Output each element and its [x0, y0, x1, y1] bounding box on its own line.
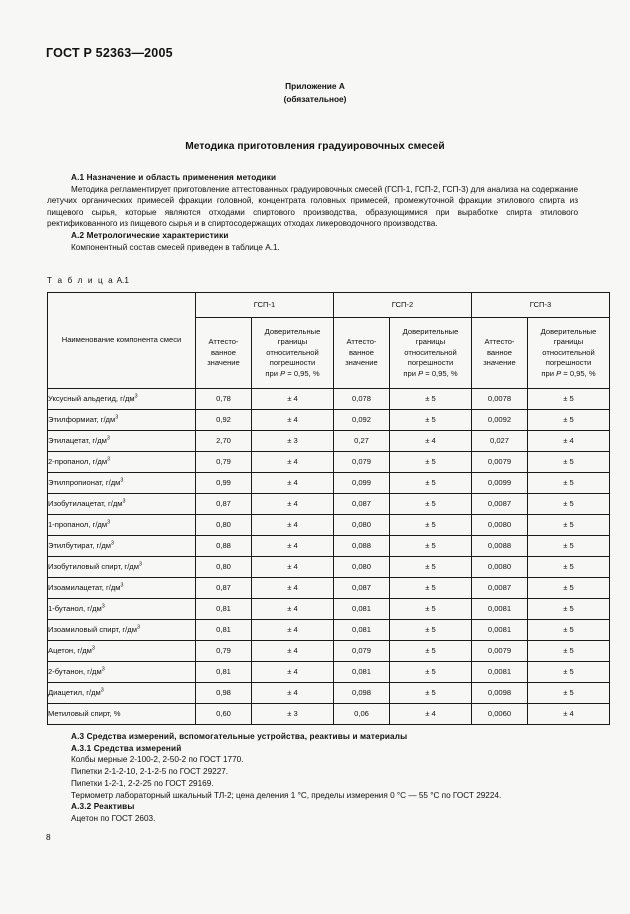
- cell-gsp2-error: ± 5: [390, 389, 472, 410]
- cell-gsp3-value: 0,0088: [472, 536, 528, 557]
- cell-gsp3-error: ± 5: [528, 641, 610, 662]
- cell-gsp1-error: ± 4: [252, 557, 334, 578]
- certified-line-3: значение: [207, 358, 240, 368]
- table-row: [48, 620, 610, 641]
- cell-gsp3-error: ± 4: [528, 704, 610, 725]
- cell-gsp3-value: 0,0081: [472, 620, 528, 641]
- certified-line-1: Аттесто-: [484, 337, 515, 347]
- cell-gsp3-error: ± 4: [528, 431, 610, 452]
- cell-gsp2-error: ± 5: [390, 620, 472, 641]
- cell-component-name: 1-пропанол, $г/дм^3$: [48, 515, 196, 536]
- page-title: Методика приготовления градуировочных смесей: [185, 141, 445, 152]
- cell-gsp1-error: ± 4: [252, 599, 334, 620]
- unit-exponent: 3: [136, 624, 140, 631]
- cell-component-name: 1-бутанол, $г/дм^3$: [48, 599, 196, 620]
- cell-gsp2-value: 0,081: [334, 662, 390, 683]
- annex-kind: (обязательное): [283, 94, 347, 104]
- cell-component-name: Ацетон, $г/дм^3$: [48, 641, 196, 662]
- cell-gsp3-value: 0,0099: [472, 473, 528, 494]
- limits-line-5-pre: при: [403, 368, 419, 378]
- cell-gsp1-error: ± 4: [252, 578, 334, 599]
- cell-gsp3-value: 0,0087: [472, 578, 528, 599]
- cell-component-name: Этилформиат, $г/дм^3$: [48, 410, 196, 431]
- cell-gsp2-error: ± 4: [390, 704, 472, 725]
- cell-gsp3-value: 0,0081: [472, 662, 528, 683]
- standard-designation: ГОСТ Р 52363—2005: [46, 46, 173, 60]
- table-row: [48, 683, 610, 704]
- cell-gsp2-value: 0,092: [334, 410, 390, 431]
- header-group-gsp3: ГСП-3: [472, 293, 610, 318]
- cell-gsp2-value: 0,087: [334, 578, 390, 599]
- cell-component-name: 2-бутанон, $г/дм^3$: [48, 662, 196, 683]
- cell-gsp1-value: 0,87: [196, 494, 252, 515]
- components-table: [47, 292, 610, 725]
- table-row: [48, 662, 610, 683]
- cell-gsp2-value: 0,27: [334, 431, 390, 452]
- limits-line-3: относительной: [542, 347, 595, 357]
- a32-line-list: [47, 813, 578, 825]
- certified-line-1: Аттесто-: [208, 337, 239, 347]
- limits-line-1: Доверительные: [264, 326, 321, 336]
- header-component-name: Наименование компонента смеси: [48, 293, 196, 389]
- cell-gsp3-error: ± 5: [528, 494, 610, 515]
- cell-gsp1-value: 0,79: [196, 641, 252, 662]
- cell-gsp1-error: ± 4: [252, 494, 334, 515]
- cell-component-name: Изоамиловый спирт, $г/дм^3$: [48, 620, 196, 641]
- cell-gsp2-value: 0,081: [334, 599, 390, 620]
- table-row: [48, 704, 610, 725]
- unit-exponent: 3: [100, 687, 104, 694]
- limits-probability-symbol: P: [556, 368, 562, 378]
- heading-a2: А.2 Метрологические характеристики: [71, 230, 229, 240]
- cell-gsp3-error: ± 5: [528, 515, 610, 536]
- heading-a1: А.1 Назначение и область применения методики: [71, 173, 277, 182]
- limits-line-2: границы: [277, 337, 308, 347]
- cell-gsp3-value: 0,0092: [472, 410, 528, 431]
- cell-gsp2-error: ± 5: [390, 557, 472, 578]
- table-row: [48, 410, 610, 431]
- cell-component-name: Изобутилацетат, $г/дм^3$: [48, 494, 196, 515]
- header-limits-gsp1: [252, 318, 334, 389]
- cell-gsp1-error: ± 3: [252, 431, 334, 452]
- cell-gsp1-value: 0,79: [196, 452, 252, 473]
- table-row: [48, 578, 610, 599]
- annex-label: Приложение А: [285, 81, 345, 91]
- table-row: [48, 431, 610, 452]
- cell-gsp2-value: 0,079: [334, 452, 390, 473]
- unit-exponent: 3: [120, 477, 124, 484]
- cell-gsp2-value: 0,087: [334, 494, 390, 515]
- table-row: [48, 557, 610, 578]
- limits-line-1: Доверительные: [402, 326, 459, 336]
- a31-line: Термометр лабораторный шкальный ТЛ-2; цена деления 1 °С, пределы измерения 0 °С — 55 °С по ГОСТ 29224.: [71, 790, 502, 800]
- cell-gsp2-value: 0,080: [334, 515, 390, 536]
- cell-gsp2-value: 0,099: [334, 473, 390, 494]
- heading-a32: А.3.2 Реактивы: [71, 802, 135, 812]
- cell-component-name: Метиловый спирт, %: [48, 704, 196, 725]
- table-row: [48, 473, 610, 494]
- cell-gsp2-value: 0,098: [334, 683, 390, 704]
- paragraph-a1: Методика регламентирует приготовление аттестованных градуировочных смесей (ГСП-1, ГСП-2, ГСП-3) для анализа на содержание летучих органических примесей фракции головной, концентрата головных примесей, промежуточной фракции этилового спирта из пищевого сырья, которые являются отходами спиртового производства, образующимися при выработке спирта этилового ректификованного из пищевого сырья и в спиртосодержащих отходах ликероводочного производства.: [47, 184, 578, 229]
- cell-gsp3-error: ± 5: [528, 599, 610, 620]
- unit-exponent: 3: [91, 645, 95, 652]
- cell-gsp3-value: 0,0081: [472, 599, 528, 620]
- header-group-gsp1: ГСП-1: [196, 293, 334, 318]
- heading-a31: А.3.1 Средства измерений: [71, 743, 182, 753]
- table-row: [48, 599, 610, 620]
- cell-gsp1-error: ± 4: [252, 641, 334, 662]
- unit-exponent: 3: [134, 393, 138, 400]
- table-body: [48, 389, 610, 725]
- table-row: [48, 536, 610, 557]
- cell-gsp1-value: 0,80: [196, 515, 252, 536]
- a31-line: Пипетки 2-1-2-10, 2-1-2-5 по ГОСТ 29227.: [71, 767, 229, 777]
- cell-gsp2-value: 0,079: [334, 641, 390, 662]
- certified-line-2: ванное: [210, 347, 236, 357]
- limits-line-5-pre: при: [541, 368, 557, 378]
- cell-gsp3-value: 0,0060: [472, 704, 528, 725]
- header-limits-gsp2: [390, 318, 472, 389]
- limits-line-3: относительной: [266, 347, 319, 357]
- cell-gsp1-error: ± 3: [252, 704, 334, 725]
- cell-gsp2-error: ± 5: [390, 494, 472, 515]
- limits-line-4: погрешности: [545, 358, 592, 368]
- cell-gsp3-error: ± 5: [528, 473, 610, 494]
- table-row: [48, 452, 610, 473]
- limits-line-1: Доверительные: [540, 326, 597, 336]
- unit-exponent: 3: [138, 561, 142, 568]
- unit-exponent: 3: [107, 456, 111, 463]
- header-certified-gsp2: [334, 318, 390, 389]
- cell-gsp3-error: ± 5: [528, 683, 610, 704]
- certified-line-1: Аттесто-: [346, 337, 377, 347]
- cell-gsp1-error: ± 4: [252, 410, 334, 431]
- cell-gsp2-error: ± 5: [390, 452, 472, 473]
- cell-gsp3-error: ± 5: [528, 578, 610, 599]
- paragraph-a2: Компонентный состав смесей приведен в таблице А.1.: [71, 242, 280, 252]
- cell-gsp2-error: ± 5: [390, 578, 472, 599]
- limits-line-5-pre: при: [265, 368, 281, 378]
- cell-gsp2-error: ± 5: [390, 641, 472, 662]
- table-row: [48, 389, 610, 410]
- limits-probability-symbol: P: [280, 368, 286, 378]
- cell-gsp2-error: ± 5: [390, 515, 472, 536]
- cell-gsp2-value: 0,078: [334, 389, 390, 410]
- annex-header: [0, 80, 630, 106]
- cell-gsp2-value: 0,080: [334, 557, 390, 578]
- cell-gsp1-value: 2,70: [196, 431, 252, 452]
- cell-gsp1-value: 0,92: [196, 410, 252, 431]
- limits-line-4: погрешности: [407, 358, 454, 368]
- unit-exponent: 3: [101, 603, 105, 610]
- unit-exponent: 3: [115, 414, 119, 421]
- cell-gsp3-error: ± 5: [528, 389, 610, 410]
- header-certified-gsp1: [196, 318, 252, 389]
- heading-a3: А.3 Средства измерений, вспомогательные устройства, реактивы и материалы: [71, 732, 408, 741]
- limits-line-2: границы: [415, 337, 446, 347]
- table-row: [48, 641, 610, 662]
- cell-component-name: Диацетил, $г/дм^3$: [48, 683, 196, 704]
- cell-gsp1-value: 0,88: [196, 536, 252, 557]
- cell-gsp3-value: 0,0080: [472, 515, 528, 536]
- cell-gsp1-error: ± 4: [252, 536, 334, 557]
- limits-line-5-post: = 0,95, %: [285, 368, 320, 378]
- table-caption-number: А.1: [116, 276, 129, 285]
- limits-probability-symbol: P: [418, 368, 424, 378]
- table-header-groups: [48, 293, 610, 318]
- a31-line: Пипетки 1-2-1, 2-2-25 по ГОСТ 29169.: [71, 778, 214, 788]
- cell-gsp2-value: 0,081: [334, 620, 390, 641]
- limits-line-4: погрешности: [269, 358, 316, 368]
- tail-text: [47, 731, 578, 825]
- cell-gsp3-value: 0,0098: [472, 683, 528, 704]
- a31-line-list: [47, 754, 578, 801]
- certified-line-2: ванное: [486, 347, 512, 357]
- unit-exponent: 3: [120, 582, 124, 589]
- cell-gsp1-value: 0,81: [196, 599, 252, 620]
- cell-gsp3-value: 0,0079: [472, 452, 528, 473]
- table-row: [48, 515, 610, 536]
- cell-component-name: 2-пропанол, $г/дм^3$: [48, 452, 196, 473]
- cell-gsp3-error: ± 5: [528, 536, 610, 557]
- cell-gsp3-value: 0,027: [472, 431, 528, 452]
- cell-gsp3-value: 0,0079: [472, 641, 528, 662]
- cell-gsp3-error: ± 5: [528, 662, 610, 683]
- unit-exponent: 3: [110, 540, 114, 547]
- cell-gsp2-value: 0,088: [334, 536, 390, 557]
- unit-exponent: 3: [101, 666, 105, 673]
- cell-gsp1-error: ± 4: [252, 515, 334, 536]
- a31-line: Колбы мерные 2-100-2, 2-50-2 по ГОСТ 1770.: [71, 755, 244, 765]
- table-caption: [47, 276, 129, 285]
- cell-gsp1-value: 0,87: [196, 578, 252, 599]
- cell-gsp3-error: ± 5: [528, 452, 610, 473]
- cell-component-name: Этилацетат, $г/дм^3$: [48, 431, 196, 452]
- cell-gsp1-error: ± 4: [252, 389, 334, 410]
- a32-line: Ацетон по ГОСТ 2603.: [71, 813, 156, 823]
- cell-gsp3-error: ± 5: [528, 410, 610, 431]
- cell-gsp1-value: 0,80: [196, 557, 252, 578]
- cell-gsp1-error: ± 4: [252, 452, 334, 473]
- cell-gsp1-value: 0,81: [196, 662, 252, 683]
- cell-gsp1-error: ± 4: [252, 683, 334, 704]
- cell-gsp2-error: ± 5: [390, 599, 472, 620]
- limits-line-5-post: = 0,95, %: [423, 368, 458, 378]
- cell-gsp2-error: ± 5: [390, 662, 472, 683]
- cell-gsp3-error: ± 5: [528, 557, 610, 578]
- limits-line-2: границы: [553, 337, 584, 347]
- cell-gsp2-error: ± 5: [390, 683, 472, 704]
- unit-exponent: 3: [106, 435, 110, 442]
- table-row: [48, 494, 610, 515]
- cell-component-name: Изоамилацетат, $г/дм^3$: [48, 578, 196, 599]
- cell-gsp1-value: 0,78: [196, 389, 252, 410]
- cell-gsp2-error: ± 5: [390, 473, 472, 494]
- cell-component-name: Изобутиловый спирт, $г/дм^3$: [48, 557, 196, 578]
- cell-gsp1-error: ± 4: [252, 473, 334, 494]
- table-caption-word: Т а б л и ц а: [47, 276, 115, 285]
- limits-line-5-post: = 0,95, %: [561, 368, 596, 378]
- cell-gsp3-value: 0,0080: [472, 557, 528, 578]
- cell-gsp1-value: 0,81: [196, 620, 252, 641]
- certified-line-2: ванное: [348, 347, 374, 357]
- cell-gsp3-error: ± 5: [528, 620, 610, 641]
- cell-gsp3-value: 0,0087: [472, 494, 528, 515]
- header-group-gsp2: ГСП-2: [334, 293, 472, 318]
- cell-gsp1-error: ± 4: [252, 620, 334, 641]
- cell-gsp1-error: ± 4: [252, 662, 334, 683]
- cell-gsp2-value: 0,06: [334, 704, 390, 725]
- certified-line-3: значение: [483, 358, 516, 368]
- cell-gsp3-value: 0,0078: [472, 389, 528, 410]
- cell-component-name: Уксусный альдегид, $г/дм^3$: [48, 389, 196, 410]
- unit-exponent: 3: [122, 498, 126, 505]
- cell-gsp1-value: 0,99: [196, 473, 252, 494]
- table-header: [48, 293, 610, 389]
- cell-component-name: Этилпропионат, $г/дм^3$: [48, 473, 196, 494]
- cell-gsp2-error: ± 4: [390, 431, 472, 452]
- page-number: 8: [46, 832, 51, 842]
- header-limits-gsp3: [528, 318, 610, 389]
- certified-line-3: значение: [345, 358, 378, 368]
- unit-exponent: 3: [107, 519, 111, 526]
- cell-gsp1-value: 0,60: [196, 704, 252, 725]
- limits-line-3: относительной: [404, 347, 457, 357]
- header-certified-gsp3: [472, 318, 528, 389]
- cell-gsp2-error: ± 5: [390, 536, 472, 557]
- body-text: [47, 172, 578, 253]
- cell-gsp2-error: ± 5: [390, 410, 472, 431]
- cell-component-name: Этилбутират, $г/дм^3$: [48, 536, 196, 557]
- cell-gsp1-value: 0,98: [196, 683, 252, 704]
